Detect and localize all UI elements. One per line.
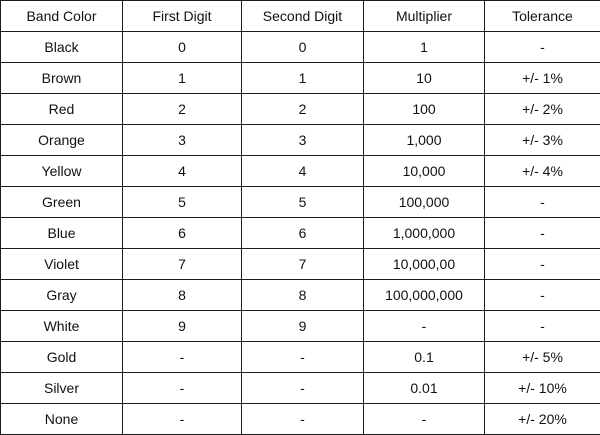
second-digit-cell: - — [242, 342, 364, 373]
multiplier-cell: 0.1 — [364, 342, 485, 373]
band-color-cell: Gray — [1, 280, 123, 311]
first-digit-cell: - — [123, 404, 242, 435]
table-row — [1, 218, 600, 249]
band-color-cell: Brown — [1, 63, 123, 94]
table-row — [1, 249, 600, 280]
tolerance-cell: - — [485, 187, 600, 218]
band-color-cell: Blue — [1, 218, 123, 249]
multiplier-cell: 100,000,000 — [364, 280, 485, 311]
table-row — [1, 311, 600, 342]
second-digit-cell: 2 — [242, 94, 364, 125]
second-digit-cell: 5 — [242, 187, 364, 218]
header-second-digit: Second Digit — [242, 1, 364, 32]
multiplier-cell: 0.01 — [364, 373, 485, 404]
band-color-cell: Violet — [1, 249, 123, 280]
second-digit-cell: 3 — [242, 125, 364, 156]
first-digit-cell: 7 — [123, 249, 242, 280]
second-digit-cell: - — [242, 404, 364, 435]
tolerance-cell: - — [485, 280, 600, 311]
first-digit-cell: 4 — [123, 156, 242, 187]
first-digit-cell: 8 — [123, 280, 242, 311]
multiplier-cell: 1 — [364, 32, 485, 63]
tolerance-cell: +/- 4% — [485, 156, 600, 187]
header-row — [1, 1, 600, 32]
second-digit-cell: 7 — [242, 249, 364, 280]
first-digit-cell: 3 — [123, 125, 242, 156]
table-body — [1, 32, 600, 435]
multiplier-cell: 10 — [364, 63, 485, 94]
second-digit-cell: 9 — [242, 311, 364, 342]
band-color-cell: Gold — [1, 342, 123, 373]
multiplier-cell: 1,000 — [364, 125, 485, 156]
header-tolerance: Tolerance — [485, 1, 600, 32]
table-row — [1, 156, 600, 187]
tolerance-cell: - — [485, 32, 600, 63]
band-color-cell: Black — [1, 32, 123, 63]
tolerance-cell: +/- 5% — [485, 342, 600, 373]
multiplier-cell: 10,000,00 — [364, 249, 485, 280]
table-row — [1, 342, 600, 373]
table-row — [1, 373, 600, 404]
second-digit-cell: 0 — [242, 32, 364, 63]
band-color-cell: Silver — [1, 373, 123, 404]
multiplier-cell: 100,000 — [364, 187, 485, 218]
table-row — [1, 125, 600, 156]
multiplier-cell: - — [364, 311, 485, 342]
table-row — [1, 94, 600, 125]
second-digit-cell: 6 — [242, 218, 364, 249]
first-digit-cell: 2 — [123, 94, 242, 125]
second-digit-cell: 4 — [242, 156, 364, 187]
multiplier-cell: 100 — [364, 94, 485, 125]
multiplier-cell: 1,000,000 — [364, 218, 485, 249]
tolerance-cell: +/- 10% — [485, 373, 600, 404]
first-digit-cell: 5 — [123, 187, 242, 218]
band-color-cell: Green — [1, 187, 123, 218]
tolerance-cell: - — [485, 249, 600, 280]
multiplier-cell: 10,000 — [364, 156, 485, 187]
tolerance-cell: - — [485, 311, 600, 342]
first-digit-cell: 1 — [123, 63, 242, 94]
first-digit-cell: - — [123, 342, 242, 373]
table-row — [1, 187, 600, 218]
tolerance-cell: - — [485, 218, 600, 249]
table-row — [1, 404, 600, 435]
band-color-cell: Orange — [1, 125, 123, 156]
band-color-cell: Yellow — [1, 156, 123, 187]
table-row — [1, 280, 600, 311]
tolerance-cell: +/- 3% — [485, 125, 600, 156]
first-digit-cell: - — [123, 373, 242, 404]
tolerance-cell: +/- 1% — [485, 63, 600, 94]
first-digit-cell: 0 — [123, 32, 242, 63]
header-first-digit: First Digit — [123, 1, 242, 32]
header-multiplier: Multiplier — [364, 1, 485, 32]
first-digit-cell: 9 — [123, 311, 242, 342]
table-header — [1, 1, 600, 32]
tolerance-cell: +/- 20% — [485, 404, 600, 435]
band-color-cell: White — [1, 311, 123, 342]
second-digit-cell: 8 — [242, 280, 364, 311]
multiplier-cell: - — [364, 404, 485, 435]
band-color-cell: None — [1, 404, 123, 435]
table-row — [1, 63, 600, 94]
table-row — [1, 32, 600, 63]
second-digit-cell: 1 — [242, 63, 364, 94]
tolerance-cell: +/- 2% — [485, 94, 600, 125]
first-digit-cell: 6 — [123, 218, 242, 249]
band-color-cell: Red — [1, 94, 123, 125]
header-band-color: Band Color — [1, 1, 123, 32]
second-digit-cell: - — [242, 373, 364, 404]
